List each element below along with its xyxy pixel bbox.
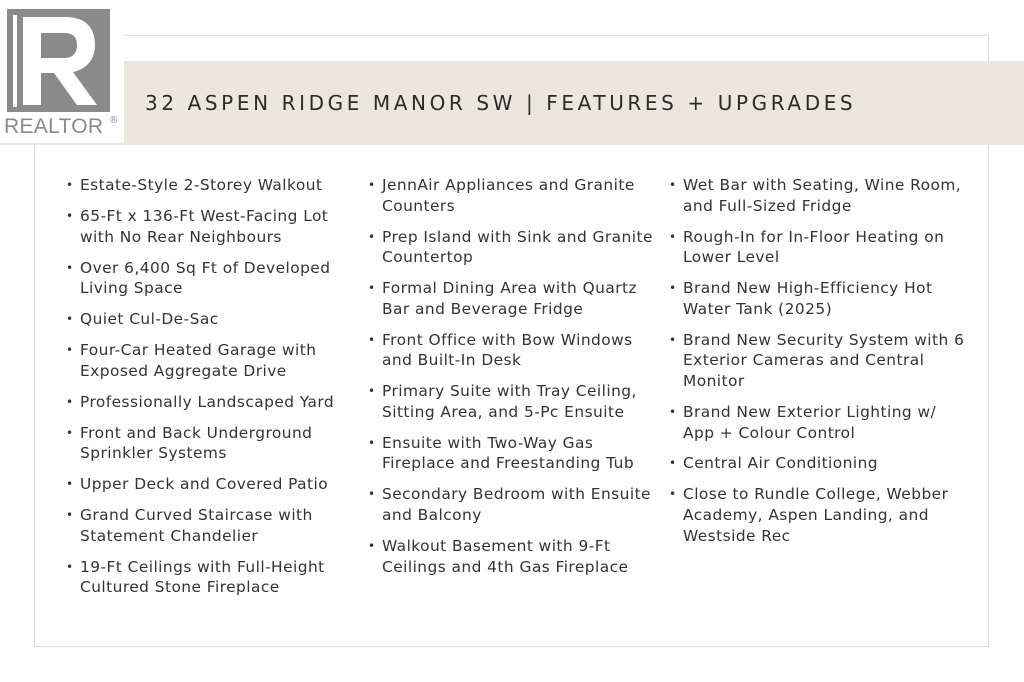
- bullet-icon: •: [368, 229, 376, 244]
- feature-item: [368, 536, 664, 577]
- bullet-icon: •: [669, 178, 677, 192]
- feature-item: [368, 175, 664, 216]
- feature-item: [669, 330, 969, 392]
- features-column-3: [669, 175, 969, 557]
- feature-text: Estate-Style 2-Storey Walkout: [80, 176, 323, 194]
- bullet-icon: •: [368, 487, 376, 502]
- bullet-icon: •: [669, 332, 677, 347]
- bullet-icon: •: [669, 281, 677, 296]
- feature-text: Over 6,400 Sq Ft of Developed Living Space: [80, 258, 331, 298]
- bullet-icon: •: [66, 208, 74, 223]
- feature-text: Brand New Exterior Lighting w/ App + Colour Control: [683, 402, 937, 442]
- bullet-icon: •: [368, 281, 376, 296]
- bullet-icon: •: [66, 312, 74, 327]
- feature-item: [66, 340, 366, 381]
- bullet-icon: •: [669, 456, 677, 471]
- feature-text: Walkout Basement with 9-Ft Ceilings and 4th Gas Fireplace: [382, 537, 629, 576]
- realtor-logo: [0, 5, 124, 143]
- registered-mark: ®: [110, 115, 118, 126]
- bullet-icon: •: [66, 178, 74, 192]
- feature-text: Grand Curved Staircase with Statement Chandelier: [80, 506, 313, 545]
- bullet-icon: •: [669, 229, 677, 244]
- features-column-2: [368, 175, 664, 588]
- feature-item: [368, 433, 664, 474]
- bullet-icon: •: [66, 559, 74, 574]
- bullet-icon: •: [368, 435, 376, 450]
- feature-text: Four-Car Heated Garage with Exposed Aggregate Drive: [80, 341, 317, 380]
- feature-text: 19-Ft Ceilings with Full-Height Cultured Stone Fireplace: [80, 557, 325, 597]
- bullet-icon: •: [66, 508, 74, 523]
- bullet-icon: •: [368, 539, 376, 554]
- feature-item: [66, 392, 366, 413]
- bullet-icon: •: [368, 384, 376, 399]
- feature-text: Close to Rundle College, Webber Academy, Aspen Landing, and Westside Rec: [683, 485, 949, 545]
- feature-item: [669, 453, 969, 474]
- bullet-icon: •: [66, 343, 74, 358]
- bullet-icon: •: [66, 394, 74, 409]
- bullet-icon: •: [66, 260, 74, 275]
- feature-text: Front and Back Underground Sprinkler Systems: [80, 423, 313, 463]
- bullet-icon: •: [66, 425, 74, 440]
- bullet-icon: •: [368, 178, 376, 192]
- feature-item: [66, 258, 366, 299]
- feature-text: Front Office with Bow Windows and Built-In Desk: [382, 330, 633, 370]
- feature-item: [66, 505, 366, 546]
- feature-item: [669, 227, 969, 268]
- feature-text: Brand New Security System with 6 Exterior Cameras and Central Monitor: [683, 330, 965, 390]
- bullet-icon: •: [66, 477, 74, 492]
- feature-text: Primary Suite with Tray Ceiling, Sitting Area, and 5-Pc Ensuite: [382, 382, 637, 421]
- feature-text: Ensuite with Two-Way Gas Fireplace and Freestanding Tub: [382, 433, 635, 473]
- header-banner: [0, 61, 1024, 145]
- feature-text: Secondary Bedroom with Ensuite and Balcony: [382, 485, 651, 525]
- feature-item: [66, 557, 366, 598]
- feature-text: Professionally Landscaped Yard: [80, 392, 335, 411]
- feature-text: 65-Ft x 136-Ft West-Facing Lot with No Rear Neighbours: [80, 206, 329, 246]
- feature-item: [368, 278, 664, 319]
- feature-item: [669, 278, 969, 319]
- features-column-1: [66, 175, 366, 608]
- feature-item: [368, 381, 664, 422]
- feature-text: Brand New High-Efficiency Hot Water Tank (2025): [683, 279, 933, 318]
- feature-text: Quiet Cul-De-Sac: [80, 310, 219, 329]
- feature-text: JennAir Appliances and Granite Counters: [382, 176, 635, 215]
- feature-text: Wet Bar with Seating, Wine Room, and Full-Sized Fridge: [683, 176, 962, 215]
- feature-item: [669, 484, 969, 546]
- feature-item: [66, 309, 366, 330]
- feature-item: [66, 474, 366, 495]
- realtor-r-icon: [7, 9, 110, 112]
- feature-item: [669, 402, 969, 443]
- bullet-icon: •: [669, 404, 677, 419]
- feature-item: [368, 330, 664, 371]
- feature-item: [66, 423, 366, 464]
- feature-item: [669, 175, 969, 216]
- feature-item: [66, 175, 366, 196]
- feature-text: Central Air Conditioning: [683, 454, 878, 473]
- feature-text: Upper Deck and Covered Patio: [80, 475, 329, 494]
- feature-item: [66, 206, 366, 247]
- feature-item: [368, 484, 664, 525]
- page-title: 32 ASPEN RIDGE MANOR SW | FEATURES + UPGRADES: [145, 91, 857, 115]
- bullet-icon: •: [368, 332, 376, 347]
- realtor-wordmark: REALTOR: [4, 115, 104, 138]
- feature-text: Rough-In for In-Floor Heating on Lower Level: [683, 227, 945, 267]
- bullet-icon: •: [669, 487, 677, 502]
- feature-text: Formal Dining Area with Quartz Bar and Beverage Fridge: [382, 279, 638, 318]
- feature-item: [368, 227, 664, 268]
- feature-text: Prep Island with Sink and Granite Countertop: [382, 227, 653, 267]
